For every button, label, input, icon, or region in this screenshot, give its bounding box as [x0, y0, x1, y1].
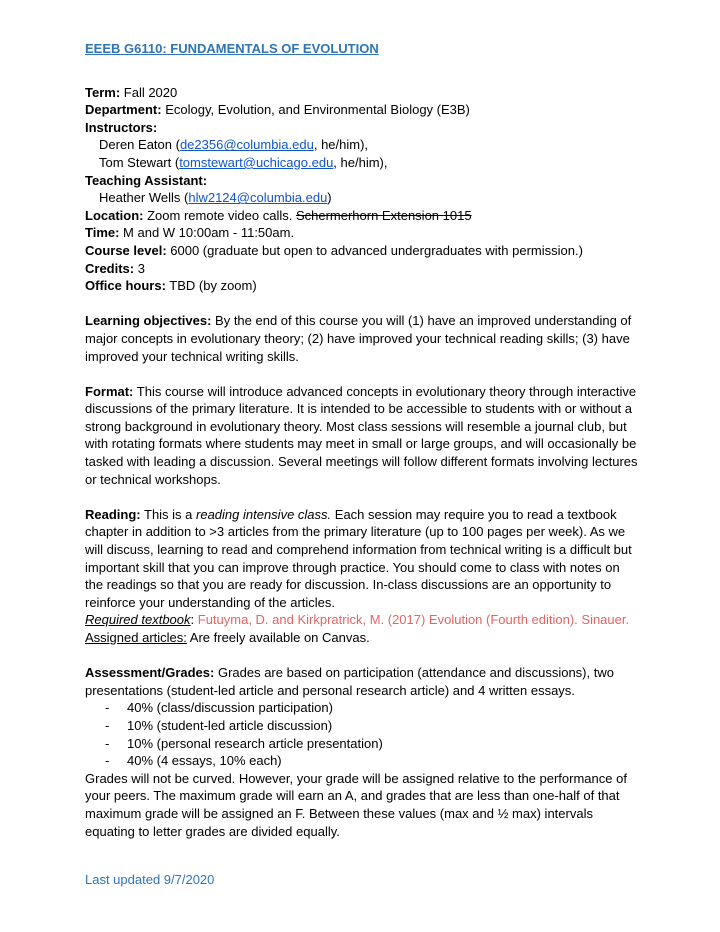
- instructor-suffix: , he/him),: [313, 137, 369, 153]
- format-line: with rotating formats where students may meet in small or large groups, and will occasionally be: [85, 436, 637, 452]
- course-level-label: Course level:: [85, 242, 167, 258]
- instructor-email-link[interactable]: de2356@columbia.edu: [179, 137, 314, 153]
- reading-line: important skill that you can improve through practice. You should come to class with notes on: [85, 559, 620, 575]
- articles-label: Assigned articles:: [85, 630, 187, 645]
- credits-label: Credits:: [85, 260, 135, 276]
- reading-line: reinforce your understanding of the articles.: [85, 594, 336, 610]
- department-value: Ecology, Evolution, and Environmental Biology (E3B): [161, 102, 470, 118]
- list-item: [85, 699, 645, 717]
- assessment-closing-line: equating to letter grades are divided equally.: [85, 823, 340, 839]
- instructor-name: Deren Eaton (: [99, 137, 180, 153]
- department-label: Department:: [85, 102, 162, 118]
- reading-line: will discuss, learning to read and comprehend information from technical writing is a difficult but: [85, 542, 632, 558]
- assessment-label: Assessment/Grades:: [85, 665, 215, 681]
- list-item: [85, 752, 645, 770]
- grade-breakdown-list: [85, 699, 645, 769]
- assessment-closing-line: maximum grade will be assigned an F. Between these values (max and ½ max) intervals: [85, 805, 593, 821]
- time-label: Time:: [85, 225, 120, 241]
- dash-bullet: -: [105, 700, 110, 716]
- assessment-closing-line: Grades will not be curved. However, your grade will be assigned relative to the performance of: [85, 770, 627, 786]
- reading-line: chapter in addition to >3 articles from the primary literature (up to 100 pages per week). As we: [85, 524, 626, 540]
- textbook-value: Futuyma, D. and Kirkpratrick, M. (2017) Evolution (Fourth edition). Sinauer.: [197, 612, 630, 628]
- learning-objectives-section: [85, 312, 645, 365]
- learning-line: improved your technical writing skills.: [85, 348, 299, 364]
- grade-item-text: 40% (class/discussion participation): [127, 700, 333, 716]
- textbook-row: [85, 611, 645, 629]
- learning-line: By the end of this course you will (1) have an improved understanding of: [211, 313, 632, 329]
- assessment-line: Grades are based on participation (attendance and discussions), two: [214, 665, 614, 681]
- grade-item-text: 10% (student-led article discussion): [127, 717, 333, 733]
- instructors-row: [85, 119, 645, 137]
- term-label: Term:: [85, 84, 121, 100]
- office-hours-label: Office hours:: [85, 278, 166, 294]
- ta-label: Teaching Assistant:: [85, 172, 208, 188]
- assessment-line: presentations (student-led article and personal research article) and 4 written essays.: [85, 682, 575, 698]
- articles-row: [85, 629, 645, 647]
- assessment-section: [85, 664, 645, 840]
- articles-value: Are freely available on Canvas.: [186, 630, 370, 645]
- ta-item: [85, 189, 645, 207]
- term-row: [85, 84, 645, 102]
- textbook-label: Required textbook: [85, 612, 191, 628]
- time-row: [85, 224, 645, 242]
- learning-line: major concepts in evolutionary theory; (2) have improved your technical reading skills; (3) have: [85, 330, 630, 346]
- credits-row: [85, 260, 645, 278]
- location-label: Location:: [85, 207, 144, 223]
- list-item: [85, 735, 645, 753]
- reading-section: [85, 506, 645, 647]
- format-line: or technical workshops.: [85, 471, 221, 487]
- ta-name: Heather Wells (: [99, 190, 189, 206]
- ta-suffix: ): [327, 190, 332, 206]
- list-item: [85, 717, 645, 735]
- instructor-name: Tom Stewart (: [99, 154, 180, 170]
- ta-email-link[interactable]: hlw2124@columbia.edu: [188, 190, 328, 206]
- time-value: M and W 10:00am - 11:50am.: [119, 225, 295, 241]
- dash-bullet: -: [105, 717, 110, 733]
- location-struck: Schermerhorn Extension 1015: [295, 207, 472, 223]
- instructors-label: Instructors:: [85, 119, 158, 135]
- reading-pre: This is a: [140, 506, 197, 522]
- grade-item-text: 10% (personal research article presentation): [127, 735, 383, 751]
- location-value: Zoom remote video calls.: [143, 207, 296, 223]
- location-row: [85, 207, 645, 225]
- syllabus-page: [85, 40, 645, 840]
- reading-label: Reading:: [85, 506, 141, 522]
- assessment-closing-line: your peers. The maximum grade will earn an A, and grades that are less than one-half of that: [85, 788, 620, 804]
- instructor-item: [85, 154, 645, 172]
- format-label: Format:: [85, 383, 134, 399]
- last-updated: Last updated 9/7/2020: [85, 872, 215, 887]
- office-hours-value: TBD (by zoom): [165, 278, 257, 294]
- department-row: [85, 101, 645, 119]
- instructor-email-link[interactable]: tomstewart@uchicago.edu: [179, 154, 334, 170]
- grade-item-text: 40% (4 essays, 10% each): [127, 753, 282, 769]
- dash-bullet: -: [105, 735, 110, 751]
- term-value: Fall 2020: [120, 84, 178, 100]
- office-hours-row: [85, 277, 645, 295]
- dash-bullet: -: [105, 753, 110, 769]
- instructor-item: [85, 136, 645, 154]
- reading-emphasis: reading intensive class.: [196, 506, 332, 522]
- format-line: strong background in evolutionary theory. Most class sessions will resemble a journal club, but: [85, 418, 627, 434]
- format-section: [85, 383, 645, 489]
- instructor-suffix: , he/him),: [333, 154, 388, 170]
- ta-row: [85, 172, 645, 190]
- reading-post: Each session may require you to read a textbook: [331, 506, 617, 522]
- format-line: tasked with leading a discussion. Several meetings will follow different formats involving lectures: [85, 454, 638, 470]
- credits-value: 3: [134, 260, 145, 276]
- course-level-value: 6000 (graduate but open to advanced undergraduates with permission.): [166, 242, 583, 258]
- reading-line: the readings so that you are ready for discussion. In-class discussions are an opportunity to: [85, 577, 612, 593]
- format-line: discussions of the primary literature. It is intended to be accessible to students with or without a: [85, 401, 632, 417]
- learning-label: Learning objectives:: [85, 313, 212, 329]
- course-level-row: [85, 242, 645, 260]
- textbook-colon: :: [190, 612, 198, 628]
- course-title[interactable]: EEEB G6110: FUNDAMENTALS OF EVOLUTION: [85, 41, 379, 56]
- format-line: This course will introduce advanced concepts in evolutionary theory through interactive: [133, 383, 637, 399]
